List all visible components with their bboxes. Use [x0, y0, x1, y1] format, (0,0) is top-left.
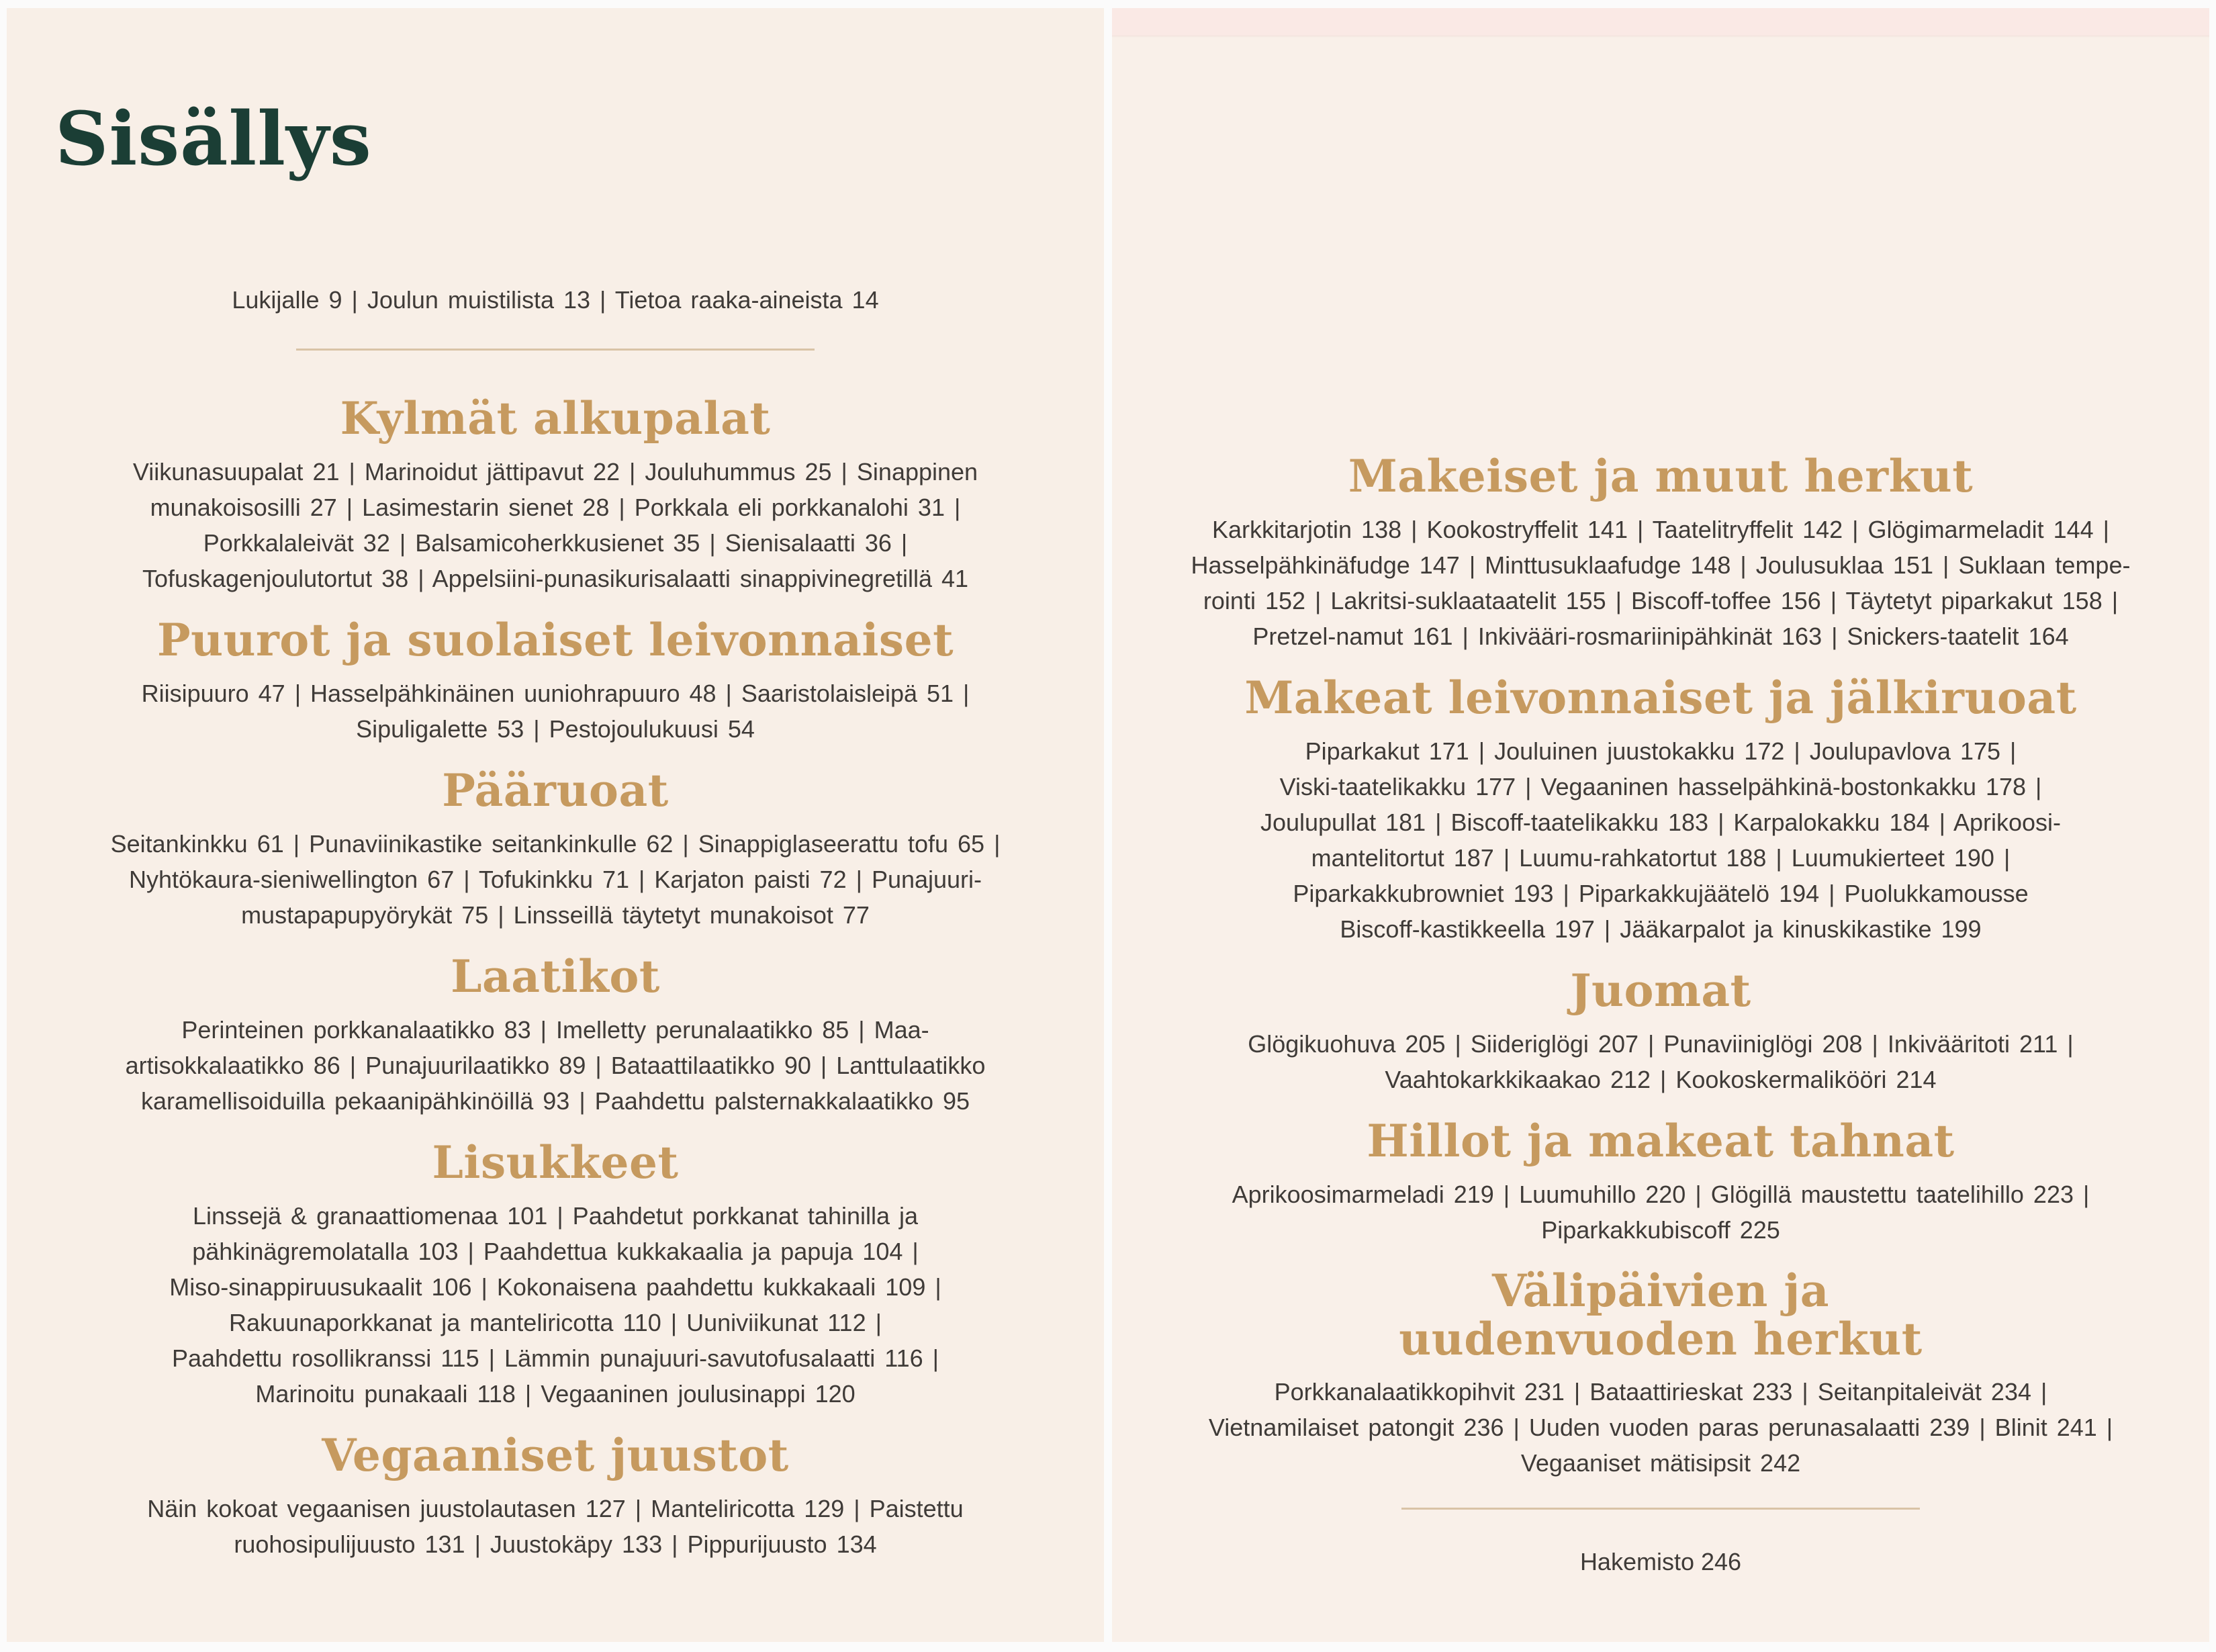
toc-footer-index-entry: Hakemisto 246 [1579, 1548, 1742, 1575]
section-entries: Porkkanalaatikkopihvit 231 | Bataattirieskat 233 | Seitanpitaleivät 234 | Vietnamilaiset patongit 236 | Uuden vuoden paras perunasalaatti 239 | Blinit 241 | Vegaaniset mätisipsit 242 [1208, 1378, 2113, 1477]
section-title: Makeat leivonnaiset ja jälkiruoat [1244, 672, 2077, 724]
section-title: Makeiset ja muut herkut [1348, 450, 1974, 502]
section-entries: Viikunasuupalat 21 | Marinoidut jättipavut 22 | Jouluhummus 25 | Sinappinen munakoisosilli 27 | Lasimestarin sienet 28 | Porkkala eli porkkanalohi 31 | Porkkalaleivät 32 | Balsamicoherkkusienet 35 | Sienisalaatti 36 | Tofuskagenjoulutortut 38 | Appelsiini-punasikurisalaatti sinappivinegretillä 41 [132, 458, 978, 592]
section-entries: Riisipuuro 47 | Hasselpähkinäinen uuniohrapuuro 48 | Saaristolaisleipä 51 | Sipuligalette 53 | Pestojoulukuusi 54 [141, 680, 970, 743]
section-title: Pääruoat [442, 764, 669, 817]
toc-section-lisukkeet [85, 1138, 1025, 1412]
toc-section-hillot [1191, 1116, 2131, 1248]
section-entries: Perinteinen porkkanalaatikko 83 | Imelletty perunalaatikko 85 | Maa- artisokkalaatikko 86 | Punajuurilaatikko 89 | Bataattilaatikko 90 | Lanttulaatikko karamellisoiduilla pekaanipähkinöillä 93 | Paahdettu palsternakkalaatikko 95 [125, 1016, 986, 1115]
section-title: Hillot ja makeat tahnat [1367, 1115, 1955, 1167]
toc-intro-entries: Lukijalle 9 | Joulun muistilista 13 | Tietoa raaka-aineista 14 [232, 286, 879, 314]
section-entries: Karkkitarjotin 138 | Kookostryffelit 141 | Taatelitryffelit 142 | Glögimarmeladit 144 | Hasselpähkinäfudge 147 | Minttusuklaafudge 148 | Joulusuklaa 151 | Suklaan tempe- rointi 152 | Lakritsi-suklaataatelit 155 | Biscoff-toffee 156 | Täytetyt piparkakut 158 | Pretzel-namut 161 | Inkivääri-rosmariinipähkinät 163 | Snickers-taatelit 164 [1191, 516, 2131, 650]
toc-section-juomat [1191, 966, 2131, 1097]
section-title: Kylmät alkupalat [340, 392, 771, 445]
section-entries: Glögikuohuva 205 | Siideriglögi 207 | Punaviiniglögi 208 | Inkivääritoti 211 | Vaahtokarkkikaakao 212 | Kookoskermalikööri 214 [1248, 1030, 2074, 1093]
page-left [7, 8, 1104, 1642]
section-entries: Piparkakut 171 | Jouluinen juustokakku 172 | Joulupavlova 175 | Viski-taatelikakku 177 | Vegaaninen hasselpähkinä-bostonkakku 178 | Joulupullat 181 | Biscoff-taatelikakku 183 | Karpalokakku 184 | Aprikoosi- mantelitortut 187 | Luumu-rahkatortut 188 | Luumukierteet 190 | Piparkakkubrowniet 193 | Piparkakkujäätelö 194 | Puolukkamousse Biscoff-kastikkeella 197 | Jääkarpalot ja kinuskikastike 199 [1260, 737, 2062, 943]
toc-section-kylmat-alkupalat [85, 394, 1025, 596]
section-title: Juomat [1570, 964, 1751, 1017]
section-title: Laatikot [451, 950, 660, 1003]
page-title: Sisällys [55, 95, 372, 182]
right-toc-column [1191, 451, 2131, 1577]
section-title: Vegaaniset juustot [322, 1429, 789, 1481]
section-entries: Aprikoosimarmeladi 219 | Luumuhillo 220 | Glögillä maustettu taatelihillo 223 | Piparkakkubiscoff 225 [1232, 1181, 2090, 1244]
toc-section-laatikot [85, 952, 1025, 1119]
page-right [1112, 8, 2209, 1642]
toc-section-puurot [85, 615, 1025, 747]
bottom-divider-rule [1401, 1508, 1920, 1510]
toc-section-makeiset [1191, 451, 2131, 654]
top-divider-rule [296, 349, 815, 351]
section-title: Välipäivien ja uudenvuoden herkut [1399, 1265, 1923, 1365]
section-title: Puurot ja suolaiset leivonnaiset [156, 614, 954, 666]
section-entries: Näin kokoat vegaanisen juustolautasen 127 | Manteliricotta 129 | Paistettu ruohosipulijuusto 131 | Juustokäpy 133 | Pippurijuusto 134 [147, 1495, 964, 1558]
section-entries: Linssejä & granaattiomenaa 101 | Paahdetut porkkanat tahinilla ja pähkinägremolatalla 103 | Paahdettua kukkakaalia ja papuja 104 | Miso-sinappiruusukaalit 106 | Kokonaisena paahdettu kukkakaali 109 | Rakuunaporkkanat ja manteliricotta 110 | Uuniviikunat 112 | Paahdettu rosollikranssi 115 | Lämmin punajuuri-savutofusalaatti 116 | Marinoitu punakaali 118 | Vegaaninen joulusinappi 120 [169, 1202, 941, 1408]
section-title: Lisukkeet [432, 1136, 679, 1189]
section-entries: Seitankinkku 61 | Punaviinikastike seitankinkulle 62 | Sinappiglaseerattu tofu 65 | Nyhtökaura-sieniwellington 67 | Tofukinkku 71 | Karjaton paisti 72 | Punajuuri- mustapapupyörykät 75 | Linsseillä täytetyt munakoisot 77 [110, 830, 1001, 929]
toc-section-valipaivien-herkut [1191, 1267, 2131, 1481]
toc-section-makeat-leivonnaiset [1191, 673, 2131, 947]
toc-section-vegaaniset-juustot [85, 1430, 1025, 1562]
toc-section-paaruoat [85, 766, 1025, 933]
left-toc-column [85, 285, 1025, 1562]
